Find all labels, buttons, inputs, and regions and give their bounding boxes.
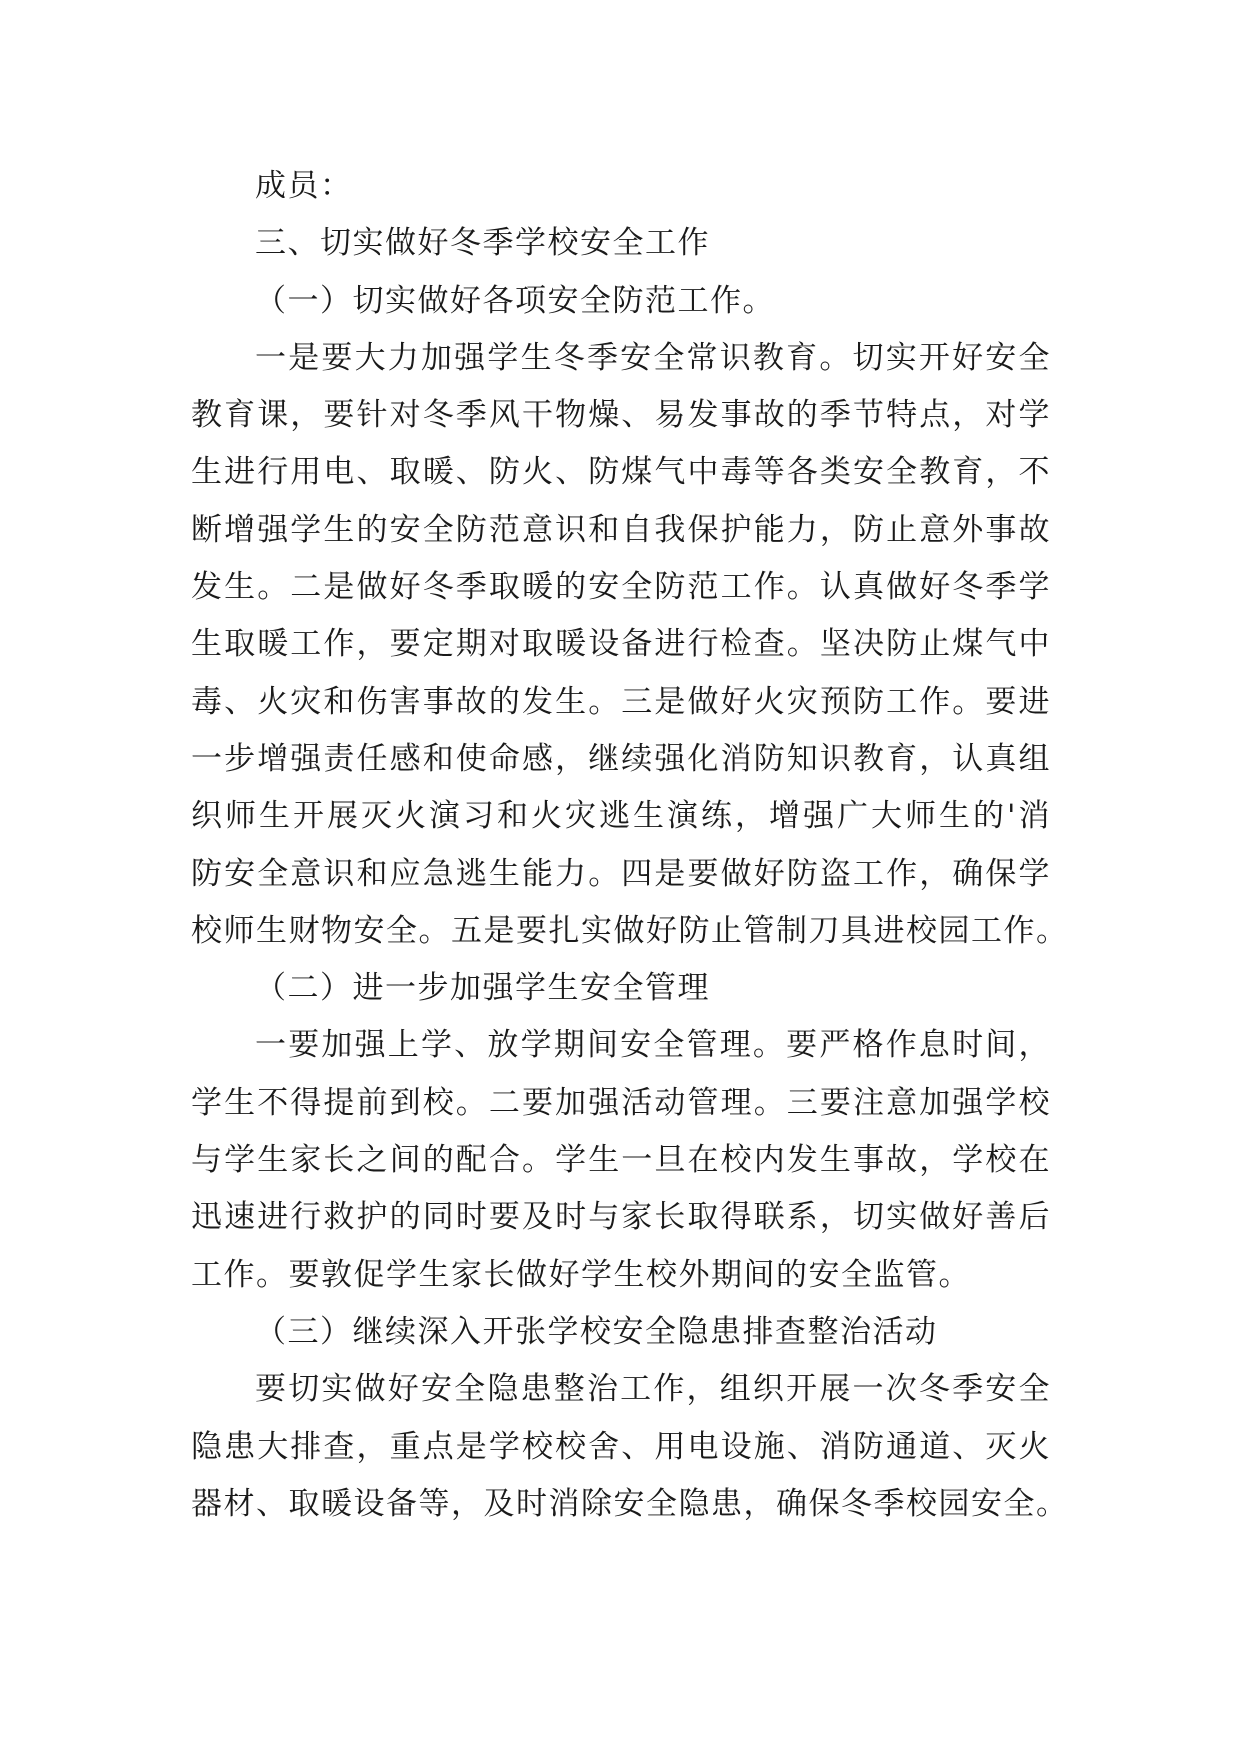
paragraph-line: 迅速进行救护的同时要及时与家长取得联系，切实做好善后 <box>191 1199 1051 1236</box>
members-label: 成员： <box>255 168 353 204</box>
paragraph-line: 防安全意识和应急逃生能力。四是要做好防盗工作，确保学 <box>191 855 1051 892</box>
paragraph-line: 隐患大排查，重点是学校校舍、用电设施、消防通道、灭火 <box>191 1428 1051 1465</box>
paragraph-line: 教育课，要针对冬季风干物燥、易发事故的季节特点，对学 <box>191 397 1051 434</box>
subsection-heading-3: （三）继续深入开张学校安全隐患排查整治活动 <box>255 1313 938 1350</box>
paragraph-line: 要切实做好安全隐患整治工作，组织开展一次冬季安全 <box>255 1371 1051 1408</box>
paragraph-line: 学生不得提前到校。二要加强活动管理。三要注意加强学校 <box>191 1084 1051 1121</box>
paragraph-line: 生取暖工作，要定期对取暖设备进行检查。坚决防止煤气中 <box>191 626 1051 663</box>
subsection-heading-1: （一）切实做好各项安全防范工作。 <box>255 282 775 319</box>
paragraph-line: 一是要大力加强学生冬季安全常识教育。切实开好安全 <box>255 339 1051 376</box>
paragraph-line: 校师生财物安全。五是要扎实做好防止管制刀具进校园工作。 <box>191 912 1069 949</box>
paragraph-line: 一步增强责任感和使命感，继续强化消防知识教育，认真组 <box>191 740 1051 777</box>
paragraph-line: 器材、取暖设备等，及时消除安全隐患，确保冬季校园安全。 <box>191 1485 1069 1522</box>
subsection-heading-2: （二）进一步加强学生安全管理 <box>255 970 710 1007</box>
paragraph-line: 与学生家长之间的配合。学生一旦在校内发生事故，学校在 <box>191 1142 1051 1179</box>
paragraph-line: 生进行用电、取暖、防火、防煤气中毒等各类安全教育，不 <box>191 454 1051 491</box>
paragraph-line: 发生。二是做好冬季取暖的安全防范工作。认真做好冬季学 <box>191 569 1051 606</box>
paragraph-line: 工作。要敦促学生家长做好学生校外期间的安全监管。 <box>191 1256 971 1293</box>
paragraph-line: 毒、火灾和伤害事故的发生。三是做好火灾预防工作。要进 <box>191 683 1051 720</box>
paragraph-line: 一要加强上学、放学期间安全管理。要严格作息时间， <box>255 1027 1051 1064</box>
paragraph-line: 织师生开展灭火演习和火灾逃生演练，增强广大师生的'消 <box>191 798 1051 835</box>
document-body <box>191 158 1069 1533</box>
section-heading-3: 三、切实做好冬季学校安全工作 <box>255 225 710 262</box>
paragraph-line: 断增强学生的安全防范意识和自我保护能力，防止意外事故 <box>191 511 1051 548</box>
